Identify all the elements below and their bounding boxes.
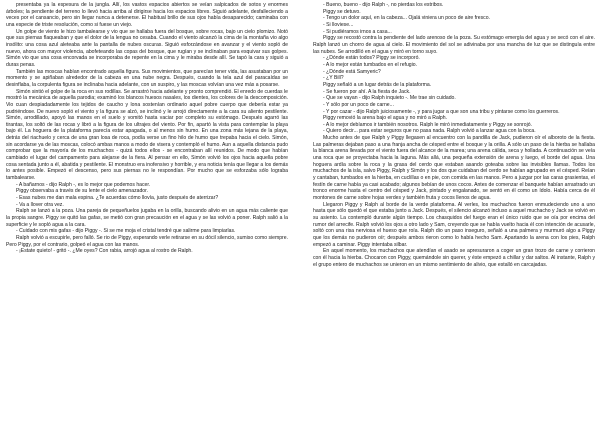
dialogue-line: - Tengo un dolor aquí, en la cabeza... Ojalá viniera un poco de aire fresco. (323, 15, 490, 22)
dialogue-line: - Y por cazar - dijo Ralph juiciosamente -, y para jugar a que son una tribu y pintarse como los guerreros. (323, 108, 560, 115)
dialogue-line: - Se fueron por ahí. A la fiesta de Jack. (323, 88, 411, 95)
dialogue-line: - ¿Y Bill? (323, 75, 344, 82)
paragraph: Llegaron Piggy y Ralph al borde de la verde plataforma. Al verles, los muchachos fueron enmudeciendo uno a uno hasta que sólo quedó el que estaba junto a Jack. Después, el silencio alcanzó incluso a aquel muchacho y Jack se volvió en su asiento. La contempló durante algún tiempo. Los chasquidos del fuego eran el único ruido que se oía por encima del rumor del arrecife. Ralph volvió los ojos a otro lado y Sam, creyendo que se había vuelto hacia él con intención de acusarle, soltó con una risa nerviosa el hueso que roía. Ralph dio un paso inseguro, señaló a una palmera y murmuró algo a Piggy que los demás no pudieron oír; después ambos rieron como lo había hecho Sam. Apartando la arena con los pies, Ralph empezó a caminar. Piggy intentaba silbar. (313, 201, 595, 248)
dialogue-line: - Esas nubes me dan mala espina. ¿Te acuerdas cómo llovía, justo después de aterrizar? (16, 195, 219, 202)
dialogue-line: - Que se vayan - dijo Ralph inquieto -. Me trae sin cuidado. (323, 95, 456, 102)
paragraph: Ralph volvió a escupirle, pero falló. Se rio de Piggy, esperando verle retirarse en su dócil silencio, sumiso como siempre. Pero Piggy, por el contrario, golpeó el agua con las manos. (6, 234, 288, 248)
dialogue-line: - Y sólo por un poco de carne... (323, 101, 394, 108)
paragraph: Piggy señaló a un lugar detrás de la plataforma. (323, 81, 432, 88)
dialogue-line: - Cuidado con mis gafas - dijo Piggy -. Si se me moja el cristal tendré que salirme para limpiarlas. (16, 228, 236, 235)
dialogue-line: - Va a llover otra vez. (16, 201, 64, 208)
paragraph: Piggy se recostó contra la pendiente del lado arenoso de la poza. Su estómago emergía del agua y se secó con el aire. Ralph lanzó un chorro de agua al cielo. El movimiento del sol se adivinaba por una mancha de luz que se distinguía entre las nubes. Se arrodilló en el agua y miró en torno suyo. (313, 35, 595, 55)
dialogue-line: - A lo mejor están tumbados en el refugio. (323, 61, 418, 68)
dialogue-line: - Si pudiéramos irnos a casa... (323, 28, 392, 35)
paragraph: Piggy se detuvo. (323, 8, 361, 15)
dialogue-line: - ¡Estate quieto! - gritó -. ¿Me oyes? Con rabia, arrojó agua al rostro de Ralph. (16, 248, 193, 255)
paragraph: Un golpe de viento le hizo tambalearse y vio que se hallaba fuera del bosque, sobre rocas, bajo un cielo plomizo. Notó que sus piernas flaqueaban y que el dolor de la lengua no cesaba. Cuando el viento alcanzó la cima de la montaña vio algo insólito: una cosa azul aleteaba ante la pantalla de nubes oscuras. Siguió esforzándose en avanzar y el viento sopló de nuevo, ahora con mayor violencia, abofeteando las copas del bosque, que rugían y se inclinaban para esquivar sus golpes. Simón vio que una cosa encorvada se incorporaba de repente en la cima y le miraba desde allí. Se tapó la cara y siguió a duras penas. (6, 28, 288, 68)
paragraph: En aquel momento, los muchachos que atendían el asado se apresuraron a coger un gran trozo de carne y corrieron con él hacia la hierba. Chocaron con Piggy, quemándole sin querer, y éste empezó a chillar y dar saltos. Al instante, Ralph y el grupo entero de muchachos se unieron en un mismo sentimiento de alivio, que estalló en carcajadas. (313, 248, 595, 268)
paragraph: Piggy removió la arena bajo el agua y no miró a Ralph. (323, 115, 448, 122)
paragraph: Ralph se lanzó a la poza. Una pareja de pequeñuelos jugaba en la orilla, buscando alivio en un agua más caliente que la propia sangre. Piggy se quitó las gafas, se metió con gran precaución en el agua y se las volvió a poner. Ralph salió a la superficie y le sopló agua a la cara. (6, 208, 288, 228)
dialogue-line: - A bañarnos - dijo Ralph -, es lo mejor que podemos hacer. (16, 181, 151, 188)
paragraph: Mucho antes de que Ralph y Piggy llegasen al encuentro con la pandilla de Jack, pudieron oír el alboroto de la fiesta. Las palmeras dejaban paso a una franja ancha de césped entre el bosque y la orilla. A sólo un paso de la hierba se hallaba la blanca arena llevada por el viento fuera del alcance de la marea; una arena cálida, seca y hollada. A continuación se veía una roca que se proyectaba hacia la laguna. Más allá, una pequeña extensión de arena y luego, el borde del agua. Una hoguera ardía sobre la roca y la grasa del cerdo que estaban asando goteaba sobre las invisibles llamas. Todos los muchachos de la isla, salvo Piggy, Ralph y Simón y los dos que cuidaban del cerdo se habían agrupado en el césped. Reían y cantaban, tumbados en la hierba, en cuclillas o en pie, con comida en las manos. Pero a juzgar por las caras grasientas, el festín de carne había ya casi acabado; algunos bebían de unos cocos. Antes de comenzar el banquete habían arrastrado un tronco enorme hasta el centro del césped y Jack, pintado y engalanado, se sentó en él como un ídolo. Había cerca de él montones de carne sobre hojas verdes y también fruta y cocos llenos de agua. (313, 135, 595, 202)
paragraph: Piggy observaba a través de su lente el cielo amenazador. (16, 188, 148, 195)
right-text-column (313, 2, 595, 422)
dialogue-line: - Bueno, bueno - dijo Ralph -, no pierdas los estribos. (323, 2, 444, 8)
dialogue-line: - A lo mejor debíamos ir también nosotros. Ralph le miró inmediatamente y Piggy se sonrojó. (323, 121, 532, 128)
dialogue-line: - ¿Dónde está Samyeric? (323, 68, 381, 75)
paragraph: Simón sintió el golpe de la roca en sus rodillas. Se arrastró hacia adelante y pronto comprendió. El enredo de cuerdas le mostró la mecánica de aquella parodia; examinó los blancos huesos nasales, los dientes, los colores de la descomposición. Vio cuan despiadadamente los tejidos de caucho y lona sostenían ordinario aquel pobre cuerpo que debería estar ya pudriéndose. De nuevo sopló el viento y la figura se alzó, se inclinó y le arrojó directamente a la cara su aliento pestilente. Simón, arrodillado, apoyó las manos en el suelo y vomitó hasta vaciar por completo su estómago. Después agarró las tirantas, los soltó de las rocas y libró a la figura de los ultrajes del viento. Por fin, apartó la vista para contemplar la playa bajo él. La hoguera de la plataforma parecía estar apagada, o al menos sin humo. En una zona más lejana de la playa, detrás del riachuelo y cerca de una gran losa de roca, podía verse un fino hilo de humo que trepaba hacia el cielo. Simón, sin acordarse ya de las moscas, colocó ambas manos a modo de visera y contempló el humo. Aun a aquella distancia pudo comprobar que la mayoría de los muchachos - quizá todos ellos - se encontraban allí reunidos. De modo que habían cambiado el lugar del campamento para alejarse de la fiera. Al pensar en ello, Simón volvió los ojos hacia aquella pobre cosa sentada junto a él, abatida y pestilente. El monstruo era inofensivo y horrible, y era noticia tenía que llegar a los demás lo antes posible. Empezó el descenso, pero sus piernas no le respondían. Por mucho que se esforzaba sólo lograba tambalearse. (6, 88, 288, 182)
paragraph: También las moscas habían encontrado aquella figura. Sus movimientos, que parecían tener vida, las asustaban por un momento y se apiñaban alrededor de la cabeza en una nube negra. Después, cuando la tela azul del paracaídas se desinflaba, la corpulenta figura se inclinaba hacia adelante, con un suspiro, y las moscas volvían una vez más a posarse. (6, 68, 288, 88)
paragraph: presentaba ya la espesura de la jungla. Allí, los vastos espacios abiertos se veían salpicados de sotos y enormes árboles; la pendiente del terreno lo llevó hacia arriba al dirigirse hacia los espacios libres. Siguió adelante, desfalleciendo a veces por el cansancio, pero sin llegar nunca a detenerse. El habitual brillo de sus ojos había desaparecido; caminaba con una especie de triste resolución, como si fuese un viejo. (6, 2, 288, 28)
left-text-column (6, 2, 288, 422)
dialogue-line: - Si lloviese... (323, 21, 354, 28)
dialogue-line: - Quiero decir... para estar seguros que no pasa nada. Ralph volvió a lanzar agua con la boca. (323, 128, 536, 135)
dialogue-line: - ¿Dónde están todos? Piggy se incorporó. (323, 55, 420, 62)
